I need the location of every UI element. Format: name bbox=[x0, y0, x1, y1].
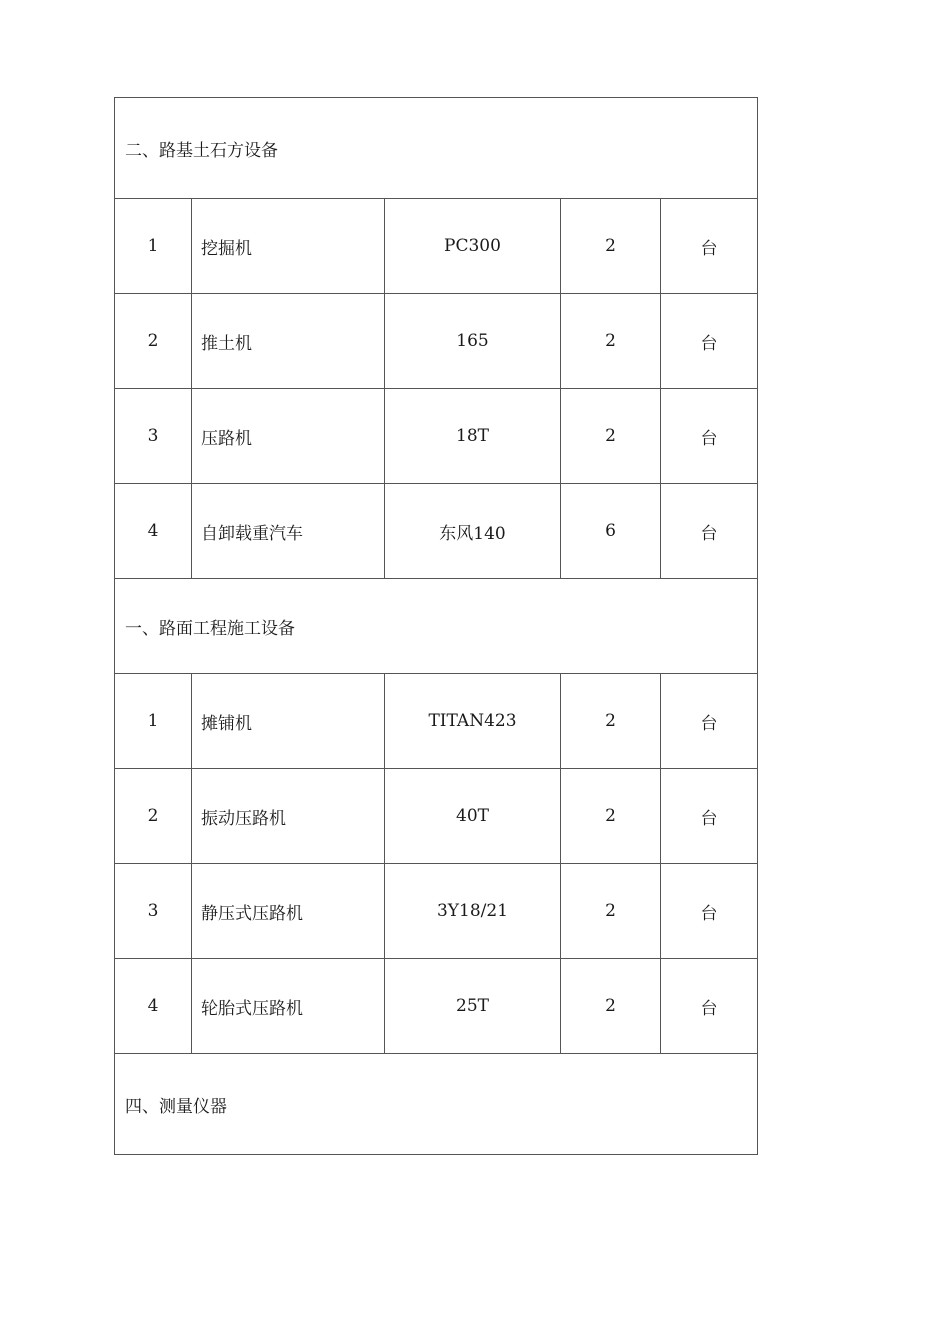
equipment-unit: 台 bbox=[661, 199, 758, 294]
equipment-model: 3Y18/21 bbox=[385, 864, 561, 959]
item-number: 3 bbox=[115, 389, 192, 484]
equipment-name: 推土机 bbox=[192, 294, 385, 389]
table-row bbox=[115, 769, 758, 864]
equipment-name: 摊铺机 bbox=[192, 674, 385, 769]
item-number: 2 bbox=[115, 294, 192, 389]
equipment-name: 挖掘机 bbox=[192, 199, 385, 294]
equipment-name: 振动压路机 bbox=[192, 769, 385, 864]
item-number: 1 bbox=[115, 199, 192, 294]
equipment-model: 18T bbox=[385, 389, 561, 484]
equipment-quantity: 2 bbox=[561, 674, 661, 769]
equipment-model: TITAN423 bbox=[385, 674, 561, 769]
equipment-name: 自卸载重汽车 bbox=[192, 484, 385, 579]
equipment-quantity: 2 bbox=[561, 864, 661, 959]
equipment-quantity: 6 bbox=[561, 484, 661, 579]
equipment-name: 压路机 bbox=[192, 389, 385, 484]
item-number: 2 bbox=[115, 769, 192, 864]
item-number: 3 bbox=[115, 864, 192, 959]
section-title: 一、路面工程施工设备 bbox=[115, 579, 758, 674]
equipment-model: 25T bbox=[385, 959, 561, 1054]
equipment-unit: 台 bbox=[661, 769, 758, 864]
equipment-unit: 台 bbox=[661, 389, 758, 484]
equipment-unit: 台 bbox=[661, 864, 758, 959]
table-row bbox=[115, 674, 758, 769]
equipment-unit: 台 bbox=[661, 959, 758, 1054]
section-title: 二、路基土石方设备 bbox=[115, 98, 758, 199]
table-row bbox=[115, 484, 758, 579]
table-row bbox=[115, 959, 758, 1054]
equipment-quantity: 2 bbox=[561, 294, 661, 389]
equipment-unit: 台 bbox=[661, 484, 758, 579]
equipment-table bbox=[114, 97, 758, 1155]
section-header-row bbox=[115, 1054, 758, 1155]
equipment-model: 40T bbox=[385, 769, 561, 864]
table-row bbox=[115, 294, 758, 389]
equipment-model: 东风140 bbox=[385, 484, 561, 579]
table-row bbox=[115, 389, 758, 484]
item-number: 4 bbox=[115, 484, 192, 579]
equipment-model: PC300 bbox=[385, 199, 561, 294]
equipment-quantity: 2 bbox=[561, 389, 661, 484]
equipment-unit: 台 bbox=[661, 294, 758, 389]
equipment-model: 165 bbox=[385, 294, 561, 389]
table-row bbox=[115, 864, 758, 959]
item-number: 1 bbox=[115, 674, 192, 769]
equipment-name: 静压式压路机 bbox=[192, 864, 385, 959]
equipment-quantity: 2 bbox=[561, 769, 661, 864]
equipment-name: 轮胎式压路机 bbox=[192, 959, 385, 1054]
item-number: 4 bbox=[115, 959, 192, 1054]
equipment-unit: 台 bbox=[661, 674, 758, 769]
section-title: 四、测量仪器 bbox=[115, 1054, 758, 1155]
table-row bbox=[115, 199, 758, 294]
equipment-quantity: 2 bbox=[561, 199, 661, 294]
section-header-row bbox=[115, 579, 758, 674]
section-header-row bbox=[115, 98, 758, 199]
equipment-quantity: 2 bbox=[561, 959, 661, 1054]
